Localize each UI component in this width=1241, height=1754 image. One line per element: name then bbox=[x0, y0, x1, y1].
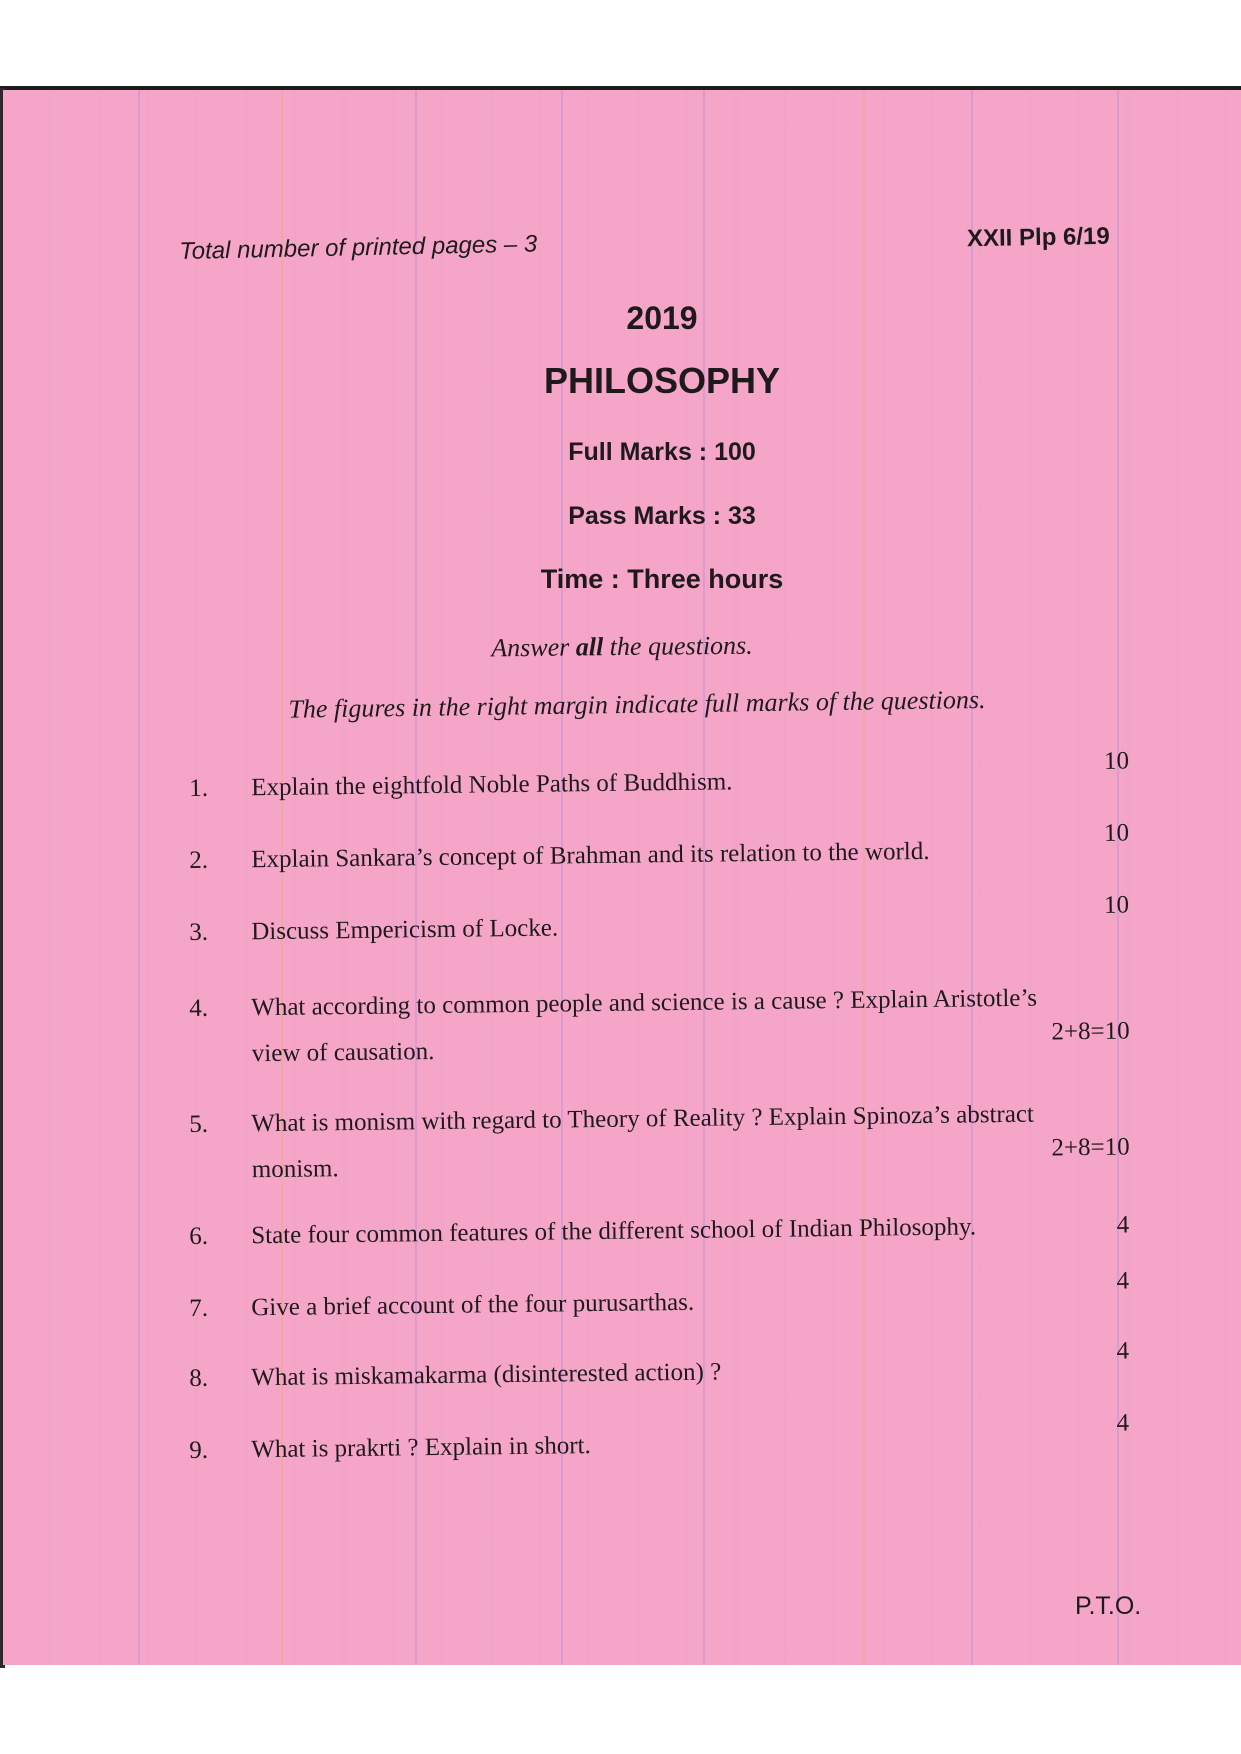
instruction-answer-all-text: Answer all the questions. bbox=[491, 630, 753, 663]
question-number: 8. bbox=[189, 1364, 209, 1392]
question-number: 2. bbox=[189, 846, 209, 874]
full-marks: Full Marks : 100 bbox=[568, 438, 756, 466]
question-text: Explain the eightfold Noble Paths of Buddhism. bbox=[251, 768, 733, 802]
question-item bbox=[189, 819, 1130, 874]
question-number: 4. bbox=[189, 994, 209, 1022]
question-item bbox=[189, 1409, 1130, 1464]
question-item bbox=[189, 1337, 1130, 1392]
question-paper-sheet bbox=[3, 90, 1241, 1665]
question-number: 3. bbox=[189, 918, 209, 946]
question-item bbox=[189, 1203, 1130, 1250]
pass-marks: Pass Marks : 33 bbox=[568, 502, 756, 530]
question-number: 7. bbox=[189, 1294, 209, 1322]
paper-code: XXII Plp 6/19 bbox=[966, 222, 1110, 253]
question-text: What according to common people and science is a cause ? Explain Aristotle’s view of causation. bbox=[251, 984, 1038, 1068]
question-marks: 2+8=10 bbox=[1051, 1133, 1130, 1162]
question-text: What is miskamakarma (disinterested action) ? bbox=[251, 1358, 722, 1392]
exam-time: Time : Three hours bbox=[540, 564, 784, 594]
question-number: 5. bbox=[189, 1110, 209, 1138]
printed-pages-note: Total number of printed pages – 3 bbox=[179, 230, 538, 265]
question-marks: 4 bbox=[1116, 1211, 1130, 1239]
question-number: 9. bbox=[189, 1436, 209, 1464]
question-marks: 4 bbox=[1116, 1409, 1130, 1437]
question-marks: 4 bbox=[1116, 1267, 1130, 1295]
subject-title: PHILOSOPHY bbox=[543, 360, 781, 401]
question-item bbox=[189, 891, 1130, 946]
instruction-marks-note: The figures in the right margin indicate full marks of the questions. bbox=[288, 684, 986, 724]
question-text: State four common features of the different school of Indian Philosophy. bbox=[251, 1213, 977, 1250]
please-turn-over: P.T.O. bbox=[1075, 1592, 1142, 1620]
question-item bbox=[189, 1267, 1130, 1322]
question-marks: 10 bbox=[1103, 747, 1130, 775]
question-item bbox=[189, 1091, 1130, 1184]
instruction-answer-all bbox=[3, 626, 1241, 669]
question-text: Discuss Empericism of Locke. bbox=[251, 914, 559, 946]
question-text: Explain Sankara’s concept of Brahman and its relation to the world. bbox=[251, 837, 930, 874]
question-marks: 4 bbox=[1116, 1337, 1130, 1365]
question-text: What is monism with regard to Theory of Reality ? Explain Spinoza’s abstract monism. bbox=[251, 1100, 1035, 1184]
question-marks: 10 bbox=[1103, 819, 1130, 847]
question-text: What is prakrti ? Explain in short. bbox=[251, 1432, 591, 1464]
exam-year: 2019 bbox=[626, 300, 698, 336]
question-text: Give a brief account of the four purusarthas. bbox=[251, 1288, 695, 1322]
question-number: 1. bbox=[189, 774, 209, 802]
question-marks: 10 bbox=[1103, 891, 1130, 919]
question-item bbox=[189, 975, 1130, 1068]
question-item bbox=[189, 747, 1130, 802]
question-marks: 2+8=10 bbox=[1051, 1017, 1130, 1046]
question-number: 6. bbox=[189, 1222, 209, 1250]
